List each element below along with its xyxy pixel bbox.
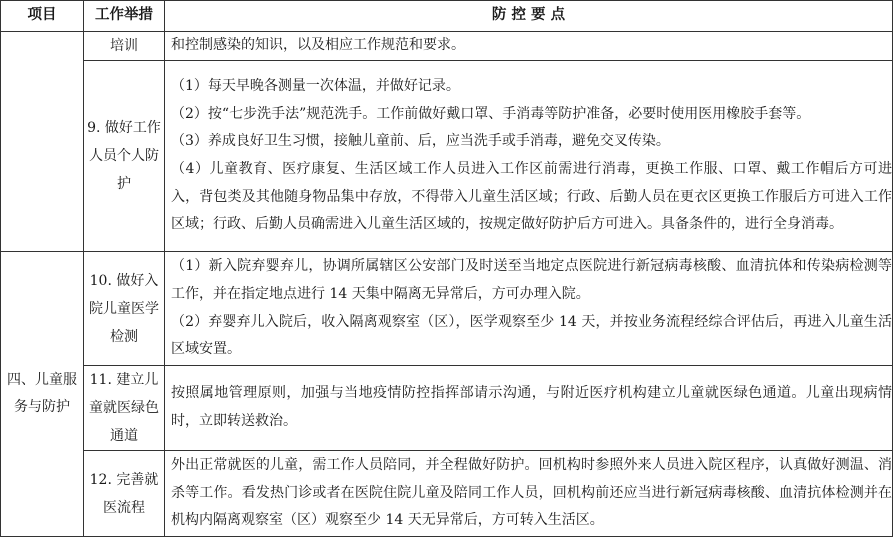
point-9-2: （2）按“七步洗手法”规范洗手。工作前做好戴口罩、手消毒等防护准备，必要时使用医用橡胶手套等。 <box>171 105 811 122</box>
point-10-2: （2）弃婴弃儿入院后，收入隔离观察室（区），医学观察至少 14 天，并按业务流程经综合评估后，再进入儿童生活区域安置。 <box>171 313 892 358</box>
point-12-1: 外出正常就医的儿童，需工作人员陪同，并全程做好防护。回机构时参照外来人员进入院区程序，认真做好测温、消杀等工作。看发热门诊或者在医院住院儿童及陪同工作人员，回机构前还应当进行新冠病毒核酸、血清抗体检测并在机构内隔离观察室（区）观察至少 14 天无异常后，方可转入生活区。 <box>171 457 892 529</box>
table-row-9 <box>1 61 893 252</box>
measure-training: 培训 <box>84 32 165 61</box>
measure-9: 9. 做好工作人员个人防护 <box>84 61 165 252</box>
point-11-1: 按照属地管理原则，加强与当地疫情防控指挥部请示沟通，与附近医疗机构建立儿童就医绿色通道。儿童出现病情时，立即转送救治。 <box>171 385 892 429</box>
point-9-4: （4）儿童教育、医疗康复、生活区域工作人员进入工作区前需进行消毒，更换工作服、口罩、戴工作帽后方可进入，背包类及其他随身物品集中存放，不得带入儿童生活区域；行政、后勤人员在更衣区更换工作服后方可进入工作区域；行政、后勤人员确需进入儿童生活区域的，按规定做好防护后方可进入。具备条件的，进行全身消毒。 <box>171 161 892 233</box>
header-measure: 工作举措 <box>84 1 165 32</box>
points-11 <box>165 366 893 451</box>
point-text: 和控制感染的知识，以及相应工作规范和要求。 <box>171 37 465 54</box>
header-points: 防 控 要 点 <box>165 1 893 32</box>
item-section-4: 四、儿童服务与防护 <box>1 252 84 537</box>
measure-10: 10. 做好入院儿童医学检测 <box>84 252 165 366</box>
points-12 <box>165 451 893 537</box>
point-10-1: （1）新入院弃婴弃儿，协调所属辖区公安部门及时送至当地定点医院进行新冠病毒核酸、血清抗体和传染病检测等工作，并在指定地点进行 14 天集中隔离无异常后，方可办理入院。 <box>171 258 892 302</box>
table-row-11 <box>1 366 893 451</box>
table-header-row <box>1 1 893 32</box>
measure-11: 11. 建立儿童就医绿色通道 <box>84 366 165 451</box>
table-row-training <box>1 32 893 61</box>
measure-12: 12. 完善就医流程 <box>84 451 165 537</box>
point-9-1: （1）每天早晚各测量一次体温，并做好记录。 <box>171 78 460 95</box>
table-row-10 <box>1 252 893 366</box>
point-9-3: （3）养成良好卫生习惯，接触儿童前、后，应当洗手或手消毒，避免交叉传染。 <box>171 133 670 150</box>
points-9 <box>165 61 893 252</box>
table-row-12 <box>1 451 893 537</box>
item-cell-blank <box>1 32 84 252</box>
points-training <box>165 32 893 61</box>
header-item: 项目 <box>1 1 84 32</box>
points-10 <box>165 252 893 366</box>
